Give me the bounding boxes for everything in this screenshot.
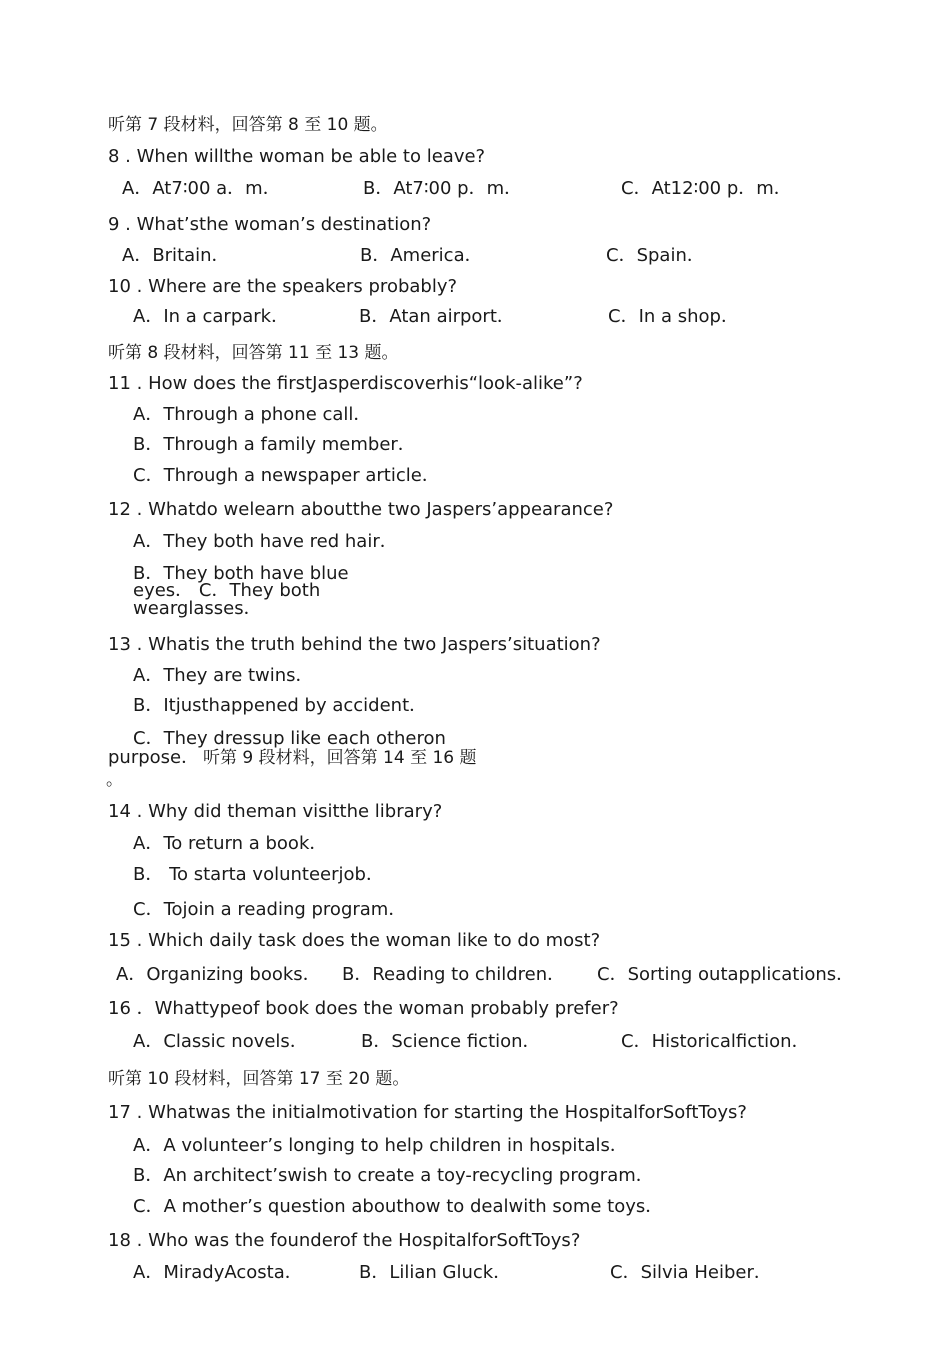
question-10-option-b: B．Atan airport． bbox=[359, 306, 515, 327]
question-11-stem: 11 . How does the firstJasperdiscoverhis“look-alike”? bbox=[108, 373, 583, 394]
question-13-option-b: B．Itjusthappened by accident． bbox=[133, 695, 428, 716]
section-heading: 听第 7 段材料，回答第 8 至 10 题。 bbox=[108, 115, 388, 135]
question-17-option-c: C．A mother’s question abouthow to dealwith some toys． bbox=[133, 1196, 664, 1217]
question-8-option-c: C．At12∶00 p．m． bbox=[621, 178, 792, 199]
question-9-option-b: B．America． bbox=[360, 245, 483, 266]
question-18-option-a: A．MiradyAcosta． bbox=[133, 1262, 303, 1283]
question-16-stem: 16 ．Whattypeof book does the woman probably prefer? bbox=[108, 998, 619, 1019]
question-12-option-c: wearglasses． bbox=[133, 598, 262, 619]
question-18-option-c: C．Silvia Heiber． bbox=[610, 1262, 772, 1283]
question-8-stem: 8 . When willthe woman be able to leave? bbox=[108, 146, 486, 167]
question-15-option-a: A．Organizing books． bbox=[116, 964, 321, 985]
question-15-option-b: B．Reading to children． bbox=[342, 964, 566, 985]
question-16-option-b: B．Science fiction． bbox=[361, 1031, 541, 1052]
question-14-stem: 14 . Why did theman visitthe library? bbox=[108, 801, 443, 822]
question-10-option-c: C．In a shop． bbox=[608, 306, 739, 327]
question-15-stem: 15 . Which daily task does the woman like to do most? bbox=[108, 930, 601, 951]
question-13-stem: 13 . Whatis the truth behind the two Jaspers’situation? bbox=[108, 634, 601, 655]
question-14-option-b: B． To starta volunteerjob． bbox=[133, 864, 384, 885]
question-11-option-a: A．Through a phone call． bbox=[133, 404, 372, 425]
question-17-option-b: B．An architect’swish to create a toy-recycling program． bbox=[133, 1165, 654, 1186]
question-11-option-c: C．Through a newspaper article． bbox=[133, 465, 440, 486]
question-9-option-a: A．Britain． bbox=[122, 245, 230, 266]
section-heading-tail: 。 bbox=[106, 770, 123, 790]
question-11-option-b: B．Through a family member． bbox=[133, 434, 416, 455]
question-9-stem: 9 . What’sthe woman’s destination? bbox=[108, 214, 432, 235]
question-10-stem: 10 . Where are the speakers probably? bbox=[108, 276, 458, 297]
question-12-stem: 12 . Whatdo welearn aboutthe two Jaspers’appearance? bbox=[108, 499, 614, 520]
section-heading: 听第 10 段材料，回答第 17 至 20 题。 bbox=[108, 1069, 410, 1089]
question-13-option-a: A．They are twins． bbox=[133, 665, 314, 686]
question-17-option-a: A．A volunteer’s longing to help children in hospitals． bbox=[133, 1135, 628, 1156]
question-17-stem: 17 . Whatwas the initialmotivation for starting the HospitalforSoftToys? bbox=[108, 1102, 747, 1123]
question-8-option-a: A．At7∶00 a．m． bbox=[122, 178, 281, 199]
question-16-option-c: C．Historicalfiction． bbox=[621, 1031, 810, 1052]
question-16-option-a: A．Classic novels． bbox=[133, 1031, 308, 1052]
question-13-option-c-end: purpose． bbox=[108, 747, 200, 768]
question-12-option-a: A．They both have red hair． bbox=[133, 531, 398, 552]
question-18-stem: 18 . Who was the founderof the HospitalforSoftToys? bbox=[108, 1230, 581, 1251]
question-8-option-b: B．At7∶00 p．m． bbox=[363, 178, 523, 199]
question-12-option-b-c: eyes． C．They both bbox=[133, 580, 321, 601]
question-18-option-b: B．Lilian Gluck． bbox=[359, 1262, 512, 1283]
question-14-option-c: C．Tojoin a reading program． bbox=[133, 899, 407, 920]
question-15-option-c: C．Sorting outapplications． bbox=[597, 964, 855, 985]
question-14-option-a: A．To return a book． bbox=[133, 833, 328, 854]
section-heading: 听第 9 段材料，回答第 14 至 16 题 bbox=[203, 748, 477, 768]
section-heading: 听第 8 段材料，回答第 11 至 13 题。 bbox=[108, 343, 399, 363]
question-12-option-b: B．They both have blue bbox=[133, 563, 349, 584]
question-10-option-a: A．In a carpark． bbox=[133, 306, 290, 327]
question-13-option-c: C．They dressup like each otheron bbox=[133, 728, 446, 749]
question-9-option-c: C．Spain． bbox=[606, 245, 705, 266]
